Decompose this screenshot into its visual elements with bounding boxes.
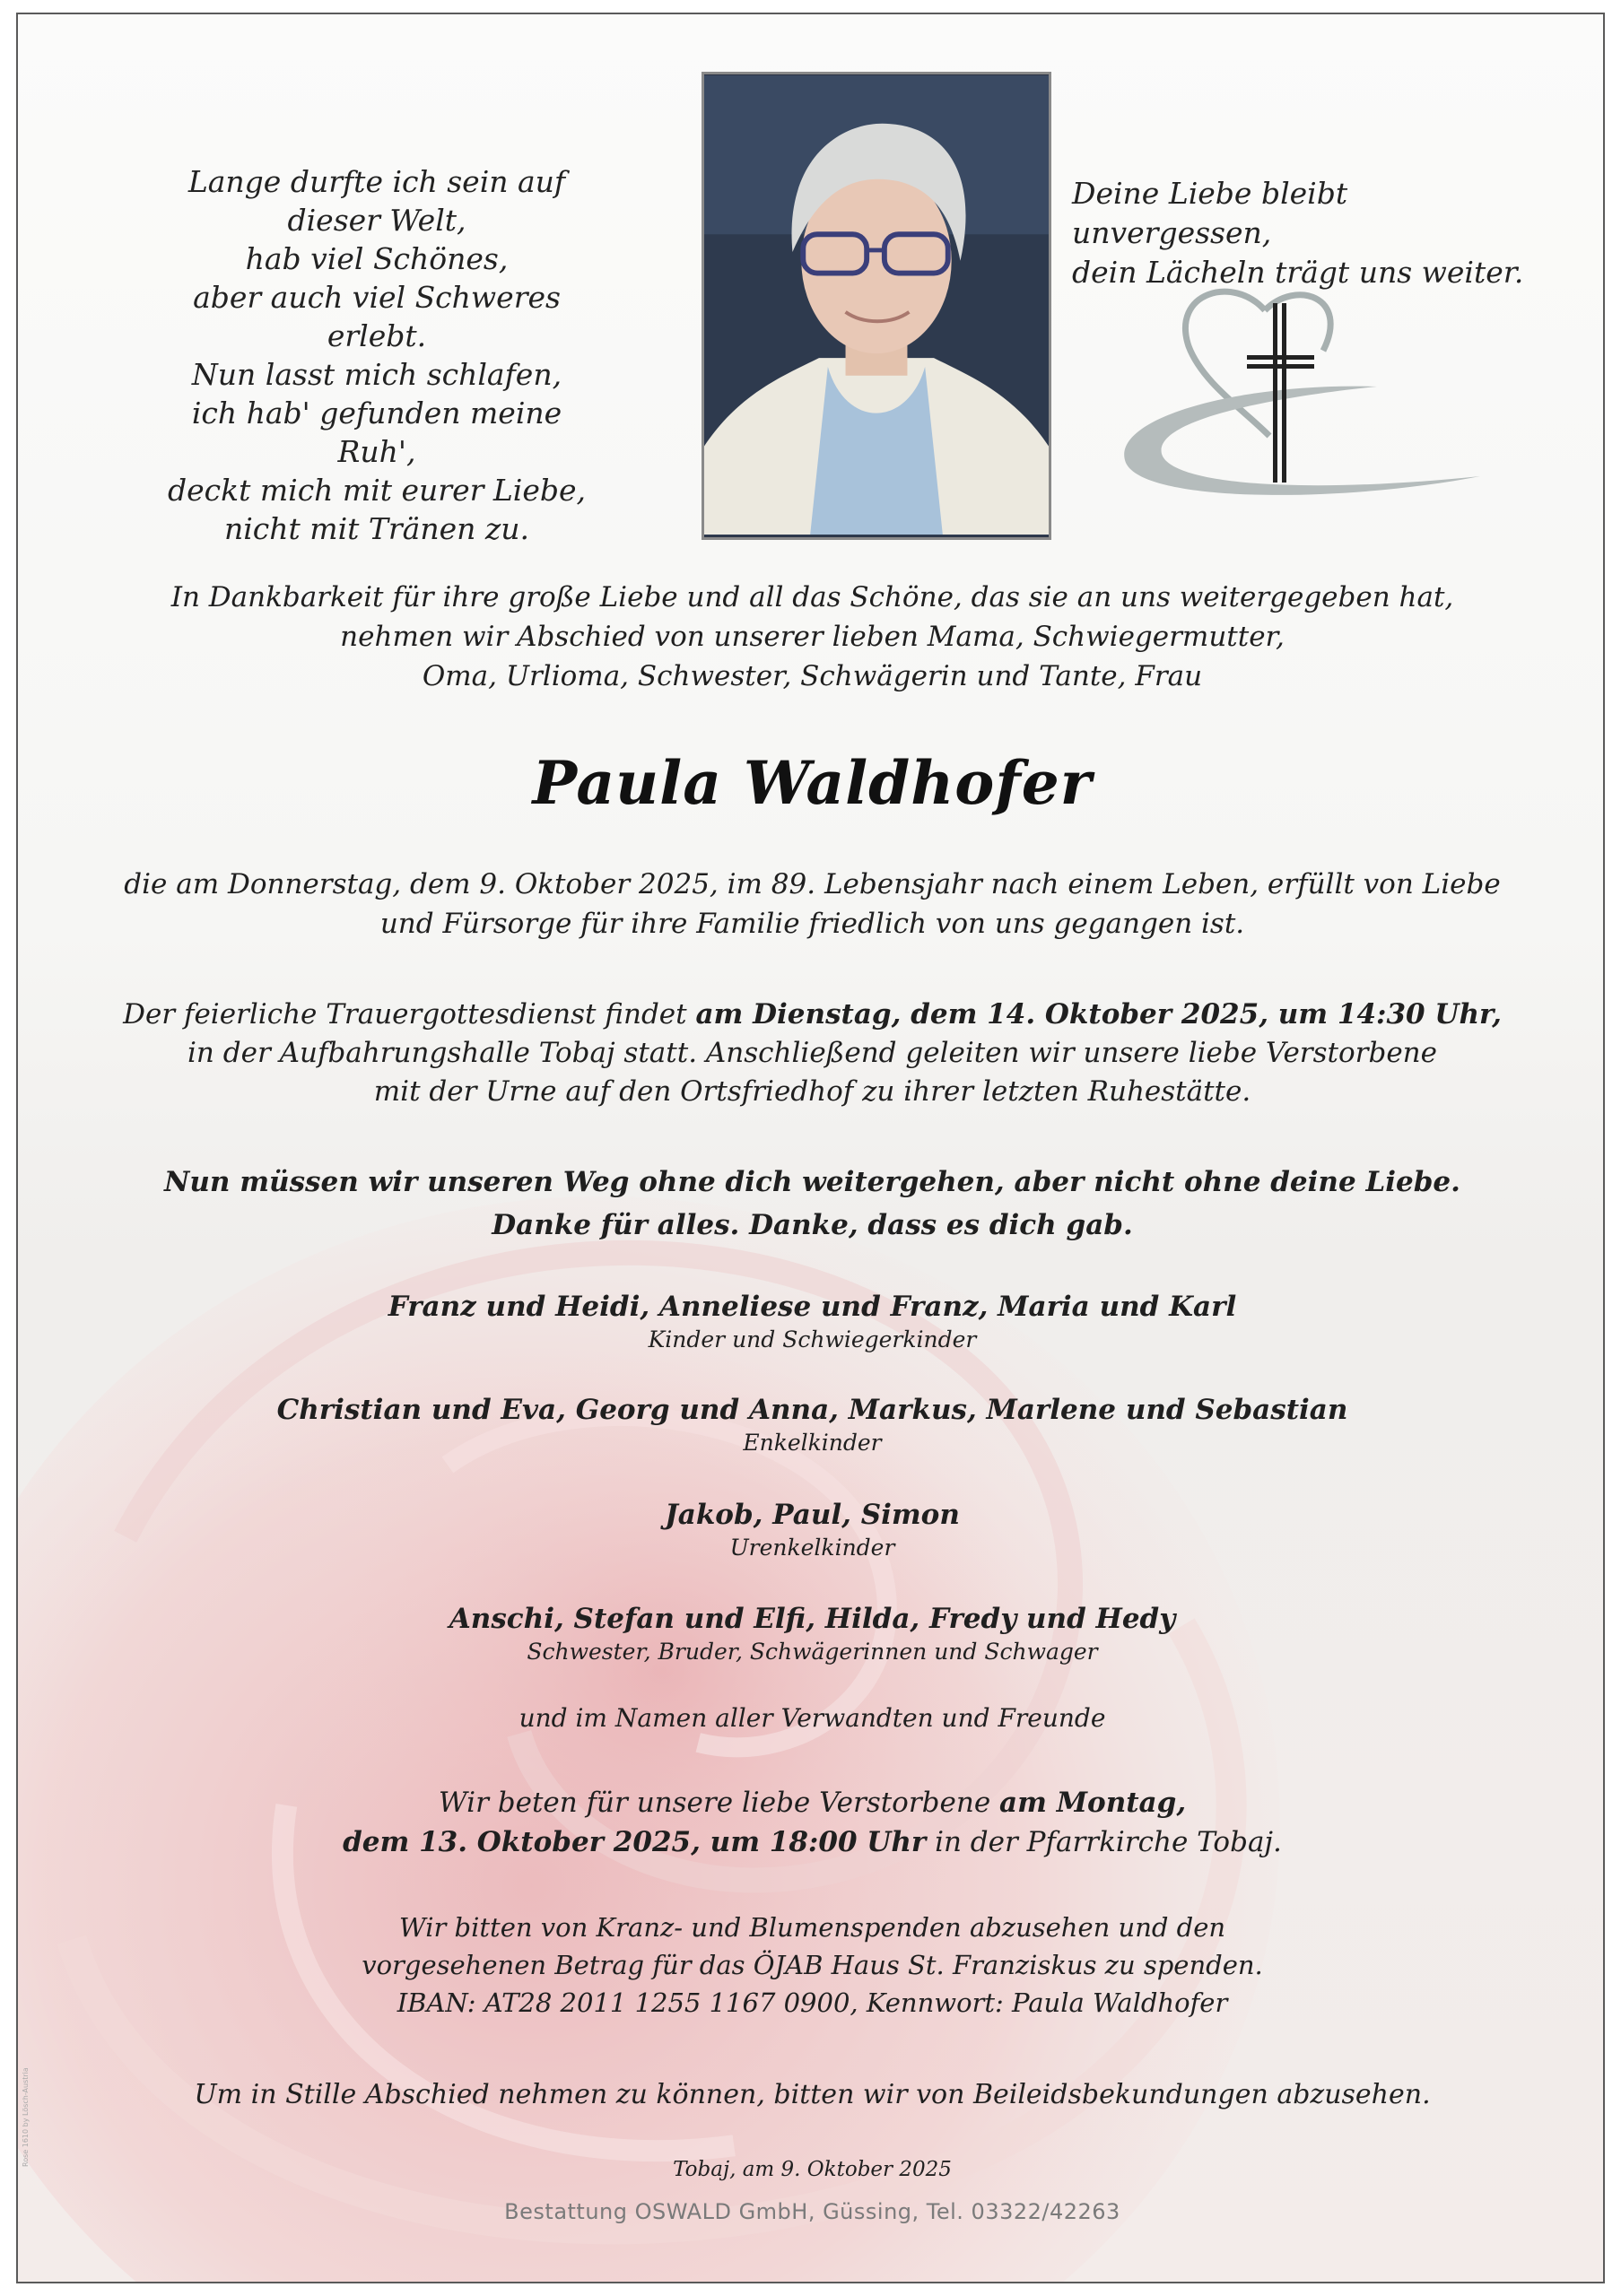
death-notice-line-1: die am Donnerstag, dem 9. Oktober 2025, im 89. Lebensjahr nach einem Leben, erfüllt von Liebe xyxy=(124,868,1501,900)
family-names: Jakob, Paul, Simon xyxy=(665,1499,960,1531)
service-line-3: mit der Urne auf den Ortsfriedhof zu ihrer letzten Ruhestätte. xyxy=(373,1075,1251,1108)
family-group-children xyxy=(72,1288,1553,1354)
farewell-text xyxy=(72,1161,1553,1247)
donation-line-1: Wir bitten von Kranz- und Blumenspenden abzusehen und den xyxy=(398,1912,1226,1943)
condolence-request: Um in Stille Abschied nehmen zu können, bitten wir von Beileidsbekundungen abzusehen. xyxy=(194,2079,1431,2110)
family-names: Franz und Heidi, Anneliese und Franz, Maria und Karl xyxy=(388,1291,1237,1323)
content xyxy=(18,14,1603,2282)
prayer-prefix: Wir beten für unsere liebe Verstorbene xyxy=(438,1787,1000,1819)
death-notice xyxy=(72,865,1553,944)
family-role: Enkelkinder xyxy=(743,1430,882,1456)
prayer-line-2 xyxy=(72,1822,1553,1862)
prayer-day: am Montag, xyxy=(999,1787,1187,1819)
obituary-page xyxy=(16,13,1605,2283)
farewell-line-2: Danke für alles. Danke, dass es dich gab. xyxy=(492,1209,1133,1241)
donation-line-3: IBAN: AT28 2011 1255 1167 0900, Kennwort: Paula Waldhofer xyxy=(397,1987,1228,2018)
farewell-line-1: Nun müssen wir unseren Weg ohne dich weitergehen, aber nicht ohne deine Liebe. xyxy=(164,1166,1460,1198)
image-credit: Rose 1610 by Lösch-Austria xyxy=(22,2067,30,2167)
prayer-date: dem 13. Oktober 2025, um 18:00 Uhr xyxy=(343,1826,927,1858)
poem-left: Lange durfte ich sein auf dieser Welt, hab viel Schönes, aber auch viel Schweres erlebt. Nun lasst mich schlafen, ich hab' gefunden meine Ruh', deckt mich mit eurer Liebe, nicht mit Tränen zu. xyxy=(167,164,587,546)
family-names: Anschi, Stefan und Elfi, Hilda, Fredy und Hedy xyxy=(449,1603,1176,1635)
intro-line-1: In Dankbarkeit für ihre große Liebe und all das Schöne, das sie an uns weitergegeben hat, xyxy=(170,581,1454,613)
deceased-name: Paula Waldhofer xyxy=(532,748,1093,818)
donation-line-2: vorgesehenen Betrag für das ÖJAB Haus St. Franziskus zu spenden. xyxy=(362,1950,1263,1980)
service-line-2: in der Aufbahrungshalle Tobaj statt. Anschließend geleiten wir unsere liebe Verstorbene xyxy=(187,1037,1437,1069)
intro-line-2: nehmen wir Abschied von unserer lieben Mama, Schwiegermutter, xyxy=(340,621,1285,653)
family-role: Urenkelkinder xyxy=(729,1535,895,1561)
service-line-1 xyxy=(72,996,1553,1034)
prayer-notice xyxy=(72,1783,1553,1862)
service-date: am Dienstag, dem 14. Oktober 2025, um 14:30 Uhr, xyxy=(695,998,1502,1031)
prayer-line-1 xyxy=(72,1783,1553,1822)
death-notice-line-2: und Fürsorge für ihre Familie friedlich von uns gegangen ist. xyxy=(379,908,1245,940)
poem-right: Deine Liebe bleibt unvergessen, dein Lächeln trägt uns weiter. xyxy=(1072,176,1524,290)
service-notice xyxy=(72,996,1553,1111)
place-and-date: Tobaj, am 9. Oktober 2025 xyxy=(673,2158,952,2181)
heart-cross-icon xyxy=(1108,283,1485,499)
undertaker-info: Bestattung OSWALD GmbH, Güssing, Tel. 03322/42263 xyxy=(504,2199,1120,2224)
prayer-suffix: in der Pfarrkirche Tobaj. xyxy=(926,1826,1282,1858)
relatives-and-friends: und im Namen aller Verwandten und Freunde xyxy=(519,1703,1106,1733)
family-group-great-grandchildren xyxy=(72,1496,1553,1562)
portrait-image xyxy=(704,74,1049,537)
family-group-grandchildren xyxy=(72,1391,1553,1457)
intro-line-3: Oma, Urlioma, Schwester, Schwägerin und Tante, Frau xyxy=(422,660,1203,692)
service-prefix: Der feierliche Trauergottesdienst findet xyxy=(123,998,696,1031)
donation-notice xyxy=(72,1909,1553,2022)
family-role: Kinder und Schwiegerkinder xyxy=(648,1326,977,1352)
family-group-siblings xyxy=(72,1600,1553,1666)
family-role: Schwester, Bruder, Schwägerinnen und Schwager xyxy=(527,1639,1098,1665)
family-names: Christian und Eva, Georg und Anna, Markus, Marlene und Sebastian xyxy=(276,1394,1348,1426)
intro-text xyxy=(72,578,1553,696)
portrait-photo xyxy=(702,72,1051,540)
